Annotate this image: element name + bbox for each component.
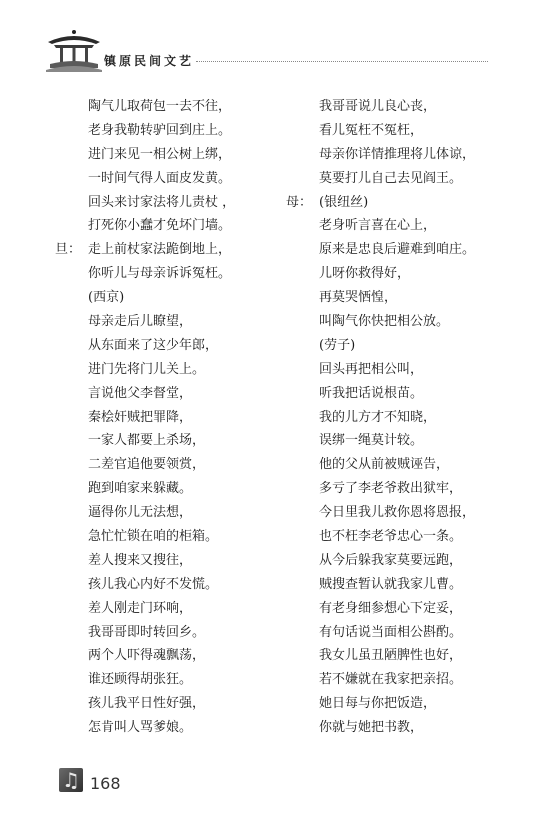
- verse-line: [286, 453, 526, 477]
- header-divider: [196, 61, 488, 62]
- verse-line: [286, 501, 526, 525]
- verse-line: [286, 525, 526, 549]
- verse-line: [55, 191, 295, 215]
- verse-text: 母亲你详情推理将儿体谅，: [319, 146, 476, 162]
- verse-line: [55, 214, 295, 238]
- verse-text: 也不枉李老爷忠心一条。: [319, 529, 463, 545]
- verse-line: [55, 477, 295, 501]
- verse-line: [55, 525, 295, 549]
- verse-text: 逼得你儿无法想，: [88, 505, 193, 521]
- verse-line: [55, 501, 295, 525]
- verse-line: [286, 406, 526, 430]
- verse-line: [55, 143, 295, 167]
- verse-line: [286, 334, 526, 358]
- verse-text: 若不嫌就在我家把亲招。: [319, 672, 463, 688]
- verse-text: 进门来见一相公树上绑，: [88, 146, 232, 162]
- verse-text: 言说他父李督堂，: [88, 385, 193, 401]
- verse-line: [55, 95, 295, 119]
- verse-text: 儿呀你救得好，: [319, 266, 411, 282]
- verse-line: [286, 262, 526, 286]
- verse-line: [55, 429, 295, 453]
- verse-text: 从东面来了这少年郎，: [88, 337, 219, 353]
- verse-text: 陶气儿取荷包一去不往，: [88, 99, 232, 114]
- verse-text: 我的儿方才不知晓，: [319, 409, 437, 425]
- verse-line: [286, 382, 526, 406]
- verse-line: [286, 716, 526, 740]
- verse-line: [286, 119, 526, 143]
- verse-text: 差人搜来又搜往，: [88, 552, 193, 568]
- verse-line: [55, 668, 295, 692]
- verse-text: 我哥哥说儿良心丧，: [319, 99, 437, 114]
- verse-text: 打死你小蠢才免坏门墙。: [88, 218, 232, 234]
- verse-text: 一家人都要上杀场，: [88, 433, 206, 449]
- verse-text: 从今后躲我家莫要远跑，: [319, 552, 463, 568]
- verse-text: 我哥哥即时转回乡。: [88, 624, 206, 640]
- verse-text: 叫陶气你快把相公放。: [319, 314, 450, 330]
- verse-line: [55, 119, 295, 143]
- verse-text: (西京): [88, 290, 125, 306]
- verse-line: [286, 310, 526, 334]
- verse-line: [55, 621, 295, 645]
- verse-line: [55, 573, 295, 597]
- verse-text: 看儿冤枉不冤枉，: [319, 122, 424, 138]
- verse-line: [55, 238, 295, 262]
- verse-text: 原来是忠良后避难到咱庄。: [319, 242, 476, 258]
- verse-text: 孩儿我平日性好强，: [88, 696, 206, 712]
- header-title: 镇原民间文艺: [104, 54, 195, 68]
- verse-text: 你就与她把书教，: [319, 720, 424, 736]
- verse-text: 回头再把相公叫，: [319, 361, 424, 377]
- verse-line: [55, 453, 295, 477]
- verse-line: [55, 262, 295, 286]
- verse-text: 跑到咱家来躲藏。: [88, 481, 193, 497]
- verse-line: [55, 310, 295, 334]
- verse-text: 回头来讨家法将儿责杖 ，: [88, 194, 236, 210]
- verse-line: [286, 191, 526, 215]
- verse-text: 一时间气得人面皮发黄。: [88, 170, 232, 186]
- verse-text: 再莫哭恓惶，: [319, 290, 398, 306]
- verse-line: [286, 238, 526, 262]
- verse-line: [286, 692, 526, 716]
- verse-text: 听我把话说根苗。: [319, 385, 424, 401]
- right-column: [286, 95, 526, 740]
- verse-text: 差人刚走门环响，: [88, 600, 193, 616]
- verse-text: 走上前杖家法跪倒地上，: [88, 242, 232, 258]
- verse-line: [55, 692, 295, 716]
- verse-text: 有老身细参想心下定妥，: [319, 600, 463, 616]
- speaker-role: 旦：: [55, 242, 82, 258]
- verse-text: 贼搜查暂认就我家儿曹。: [319, 576, 463, 592]
- verse-line: [286, 429, 526, 453]
- verse-text: 两个人吓得魂飘荡，: [88, 648, 206, 664]
- verse-text: 他的父从前被贼诬告，: [319, 457, 450, 473]
- verse-text: 莫要打儿自己去见阎王。: [319, 170, 463, 186]
- verse-line: [55, 644, 295, 668]
- verse-line: [286, 214, 526, 238]
- speaker-role: 母：: [286, 194, 313, 210]
- verse-line: [55, 716, 295, 740]
- verse-line: [286, 644, 526, 668]
- verse-line: [55, 597, 295, 621]
- verse-line: [286, 668, 526, 692]
- verse-line: [55, 406, 295, 430]
- verse-text: 二差官追他要领赏，: [88, 457, 206, 473]
- page-footer: [0, 762, 551, 802]
- verse-line: [55, 286, 295, 310]
- verse-text: 秦桧奸贼把罪降，: [88, 409, 193, 425]
- verse-text: (劳子): [319, 337, 356, 353]
- verse-line: [286, 286, 526, 310]
- verse-text: 谁还顾得胡张狂。: [88, 672, 193, 688]
- verse-text: 她日每与你把饭造，: [319, 696, 437, 712]
- verse-line: [55, 358, 295, 382]
- verse-text: 怎肯叫人骂爹娘。: [88, 720, 193, 736]
- left-column: [55, 95, 295, 740]
- verse-text: 老身我勒转驴回到庄上。: [88, 122, 232, 138]
- verse-text: 进门先将门儿关上。: [88, 361, 206, 377]
- pavilion-icon: [46, 28, 102, 72]
- verse-line: [286, 573, 526, 597]
- verse-text: (银纽丝): [319, 194, 369, 210]
- page-number: 168: [90, 774, 121, 793]
- verse-text: 孩儿我心内好不发慌。: [88, 576, 219, 592]
- verse-line: [55, 382, 295, 406]
- verse-text: 母亲走后儿瞭望，: [88, 314, 193, 330]
- verse-line: [286, 597, 526, 621]
- verse-line: [286, 95, 526, 119]
- verse-line: [286, 549, 526, 573]
- verse-text: 急忙忙锁在咱的柜箱。: [88, 529, 219, 545]
- verse-text: 误绑一绳莫计较。: [319, 433, 424, 449]
- page-header: [0, 22, 551, 82]
- verse-text: 今日里我儿救你恩将恩报，: [319, 505, 476, 521]
- verse-line: [286, 167, 526, 191]
- verse-line: [286, 477, 526, 501]
- verse-line: [55, 334, 295, 358]
- verse-text: 你听儿与母亲诉诉冤枉。: [88, 266, 232, 282]
- verse-line: [286, 143, 526, 167]
- verse-text: 多亏了李老爷救出狱牢，: [319, 481, 463, 497]
- verse-line: [55, 549, 295, 573]
- music-note-icon: ♫: [59, 768, 83, 792]
- verse-text: 有句话说当面相公斟酌。: [319, 624, 463, 640]
- verse-line: [55, 167, 295, 191]
- verse-text: 我女儿虽丑陋脾性也好，: [319, 648, 463, 664]
- verse-line: [286, 621, 526, 645]
- verse-line: [286, 358, 526, 382]
- verse-text: 老身听言喜在心上，: [319, 218, 437, 234]
